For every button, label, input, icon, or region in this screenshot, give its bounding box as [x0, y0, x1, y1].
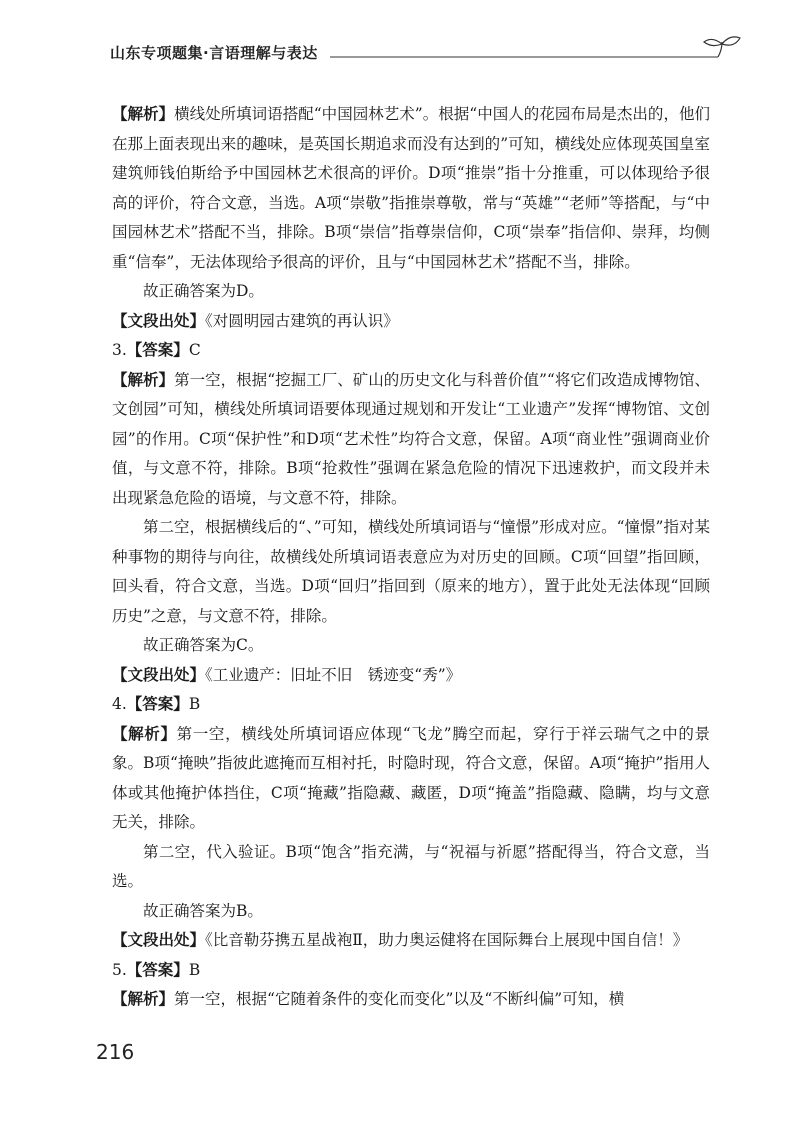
question-number: 4. [112, 695, 127, 713]
analysis-tag: 【解析】 [112, 370, 175, 389]
question-number: 5. [112, 960, 127, 979]
source-tag: 【文段出处】 [112, 311, 206, 330]
answer-tag: 【答案】 [126, 695, 189, 713]
analysis-tag: 【解析】 [112, 105, 175, 123]
analysis-paragraph: 第二空，代入验证。B项“饱含”指充满，与“祝福与祈愿”搭配得当，符合文意，当选。 [112, 842, 710, 890]
source-text: 《工业遗产：旧址不旧 锈迹变“秀”》 [205, 665, 462, 684]
source-text: 《对圆明园古建筑的再认识》 [205, 311, 399, 330]
answer-value: B [188, 960, 201, 979]
analysis-tag: 【解析】 [112, 990, 175, 1008]
conclusion-line: 故正确答案为D。 [143, 282, 264, 300]
analysis-text: 横线处所填词语搭配“中国园林艺术”。根据“中国人的花园布局是杰出的，他们在那上面表现出来的趣味，是英国长期追求而没有达到的”可知，横线处应体现英国皇室建筑师钱伯斯给予中国园林艺术很高的评价。D项“推崇”指十分推重，可以体现给予很高的评价，符合文意，当选。A项“崇敬”指推崇尊敬，常与“英雄”“老师”等搭配，与“中国园林艺术”搭配不当，排除。B项“崇信”指尊崇信仰，C项“崇奉”指信仰、崇拜，均侧重“信奉”，无法体现给予很高的评价，且与“中国园林艺术”搭配不当，排除。 [112, 105, 710, 271]
conclusion-line: 故正确答案为B。 [143, 901, 263, 920]
page-number: 216 [96, 1040, 135, 1064]
header-rule [0, 0, 800, 80]
source-line [112, 307, 710, 337]
analysis-paragraph [112, 366, 710, 514]
conclusion-line: 故正确答案为C。 [143, 636, 264, 654]
page-header [0, 0, 800, 80]
analysis-paragraph [112, 720, 710, 838]
source-tag: 【文段出处】 [112, 665, 206, 684]
analysis-text: 第一空，根据“它随着条件的变化而变化”以及“不断纠偏”可知，横 [174, 990, 625, 1008]
analysis-text: 第一空，横线处所填词语应体现“飞龙”腾空而起，穿行于祥云瑞气之中的景象。B项“掩映”指彼此遮掩而互相衬托，时隐时现，符合文意，保留。A项“掩护”指用人体或其他掩护体挡住，C项“掩藏”指隐藏、藏匿，D项“掩盖”指隐藏、隐瞒，均与文意无关，排除。 [112, 724, 710, 831]
analysis-paragraph [112, 100, 710, 277]
answer-line [112, 956, 710, 986]
analysis-text: 第一空，根据“挖掘工厂、矿山的历史文化与科普价值”“将它们改造成博物馆、文创园”可知，横线处所填词语要体现通过规划和开发让“工业遗产”发挥“博物馆、文创园”的作用。C项“保护性”和D项“艺术性”均符合文意，保留。A项“商业性”强调商业价值，与文意不符，排除。B项“抢救性”强调在紧急危险的情况下迅速救护，而文段并未出现紧急危险的语境，与文意不符，排除。 [112, 370, 710, 507]
answer-value: B [188, 695, 201, 713]
source-tag: 【文段出处】 [112, 931, 206, 949]
sprout-icon [704, 37, 740, 57]
source-text: 《比音勒芬携五星战袍Ⅱ，助力奥运健将在国际舞台上展现中国自信！》 [205, 931, 689, 949]
source-line [112, 661, 710, 691]
answer-tag: 【答案】 [126, 341, 189, 359]
header-title: 山东专项题集·言语理解与表达 [110, 44, 318, 62]
question-number: 3. [112, 341, 127, 359]
answer-tag: 【答案】 [126, 960, 189, 979]
analysis-tag: 【解析】 [112, 724, 177, 743]
answer-value: C [188, 341, 201, 359]
source-line [112, 926, 710, 956]
answer-line [112, 690, 710, 720]
answer-line [112, 336, 710, 366]
analysis-paragraph [112, 985, 710, 1015]
answer-explanations [112, 100, 710, 1015]
analysis-paragraph: 第二空，根据横线后的“、”可知，横线处所填词语与“憧憬”形成对应。“憧憬”指对某种事物的期待与向往，故横线处所填词语表意应为对历史的回顾。C项“回望”指回顾，回头看，符合文意，当选。D项“回归”指回到（原来的地方），置于此处无法体现“回顾历史”之意，与文意不符，排除。 [112, 518, 710, 625]
